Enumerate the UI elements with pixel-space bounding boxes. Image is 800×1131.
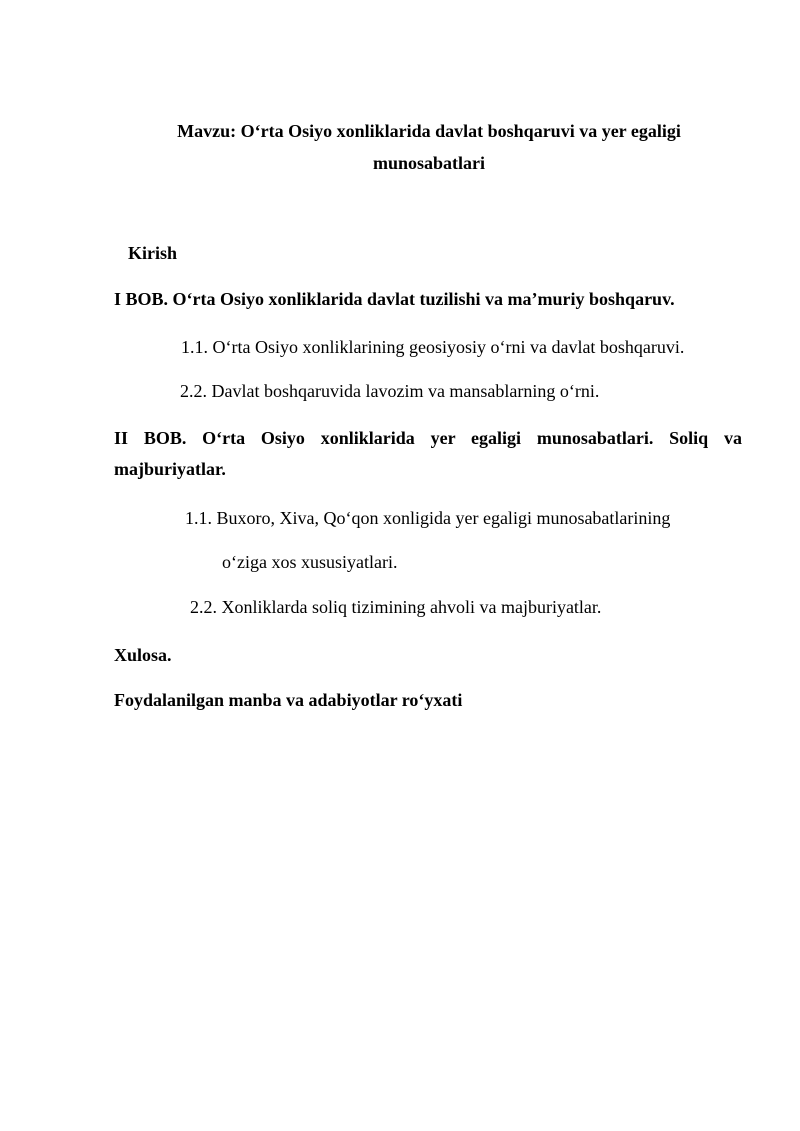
toc-references: Foydalanilgan manba va adabiyotlar ro‘yxati	[114, 690, 463, 710]
toc-chapter2-heading-line-1: II BOB. O‘rta Osiyo xonliklarida yer egaligi munosabatlari. Soliq va	[114, 428, 742, 448]
toc-conclusion: Xulosa.	[114, 645, 172, 665]
toc-chapter1-item2: 2.2. Davlat boshqaruvida lavozim va mansablarning o‘rni.	[180, 381, 600, 401]
document-title-line-2: munosabatlari	[372, 153, 486, 173]
toc-intro: Kirish	[128, 243, 178, 263]
toc-chapter2-item1-line-2: o‘ziga xos xususiyatlari.	[222, 552, 398, 572]
document-title-line-1: Mavzu: O‘rta Osiyo xonliklarida davlat boshqaruvi va yer egaligi	[177, 121, 681, 141]
toc-chapter1-heading: I BOB. O‘rta Osiyo xonliklarida davlat tuzilishi va ma’muriy boshqaruv.	[114, 289, 675, 309]
toc-chapter1-item1: 1.1. O‘rta Osiyo xonliklarining geosiyosiy o‘rni va davlat boshqaruvi.	[181, 337, 685, 357]
toc-chapter2-heading-line-2: majburiyatlar.	[114, 459, 226, 479]
toc-chapter2-item2: 2.2. Xonliklarda soliq tizimining ahvoli va majburiyatlar.	[190, 597, 602, 617]
toc-chapter2-item1-line-1: 1.1. Buxoro, Xiva, Qo‘qon xonligida yer egaligi munosabatlarining	[185, 508, 671, 528]
